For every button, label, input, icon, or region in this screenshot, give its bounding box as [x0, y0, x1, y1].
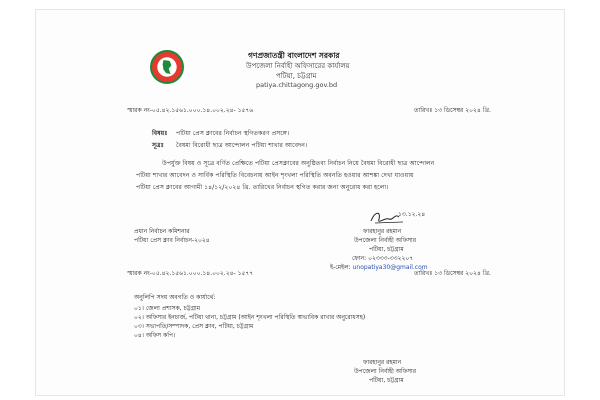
government-seal-icon [150, 50, 184, 84]
memo-ref-2: স্মারক নং-০৫.৪২.১৫৬১.০০০.১৪.০০২.২৪- ১৫৭৭ [127, 270, 254, 277]
signatory-designation: উপজেলা নির্বাহী অফিসার [354, 237, 417, 244]
memo-ref-1: স্মারক নং-০৫.৪২.১৫৬১.০০০.১৪.০০২.২৪- ১৫৭৬ [127, 107, 254, 114]
office-title: উপজেলা নির্বাহী অফিসারের কার্যালয় [246, 62, 350, 70]
body-line-3: পটিয়া প্রেস ক্লাবের আগামী ১৪/১২/২০২৪ খ্রি. তারিখের নির্বাচন স্থগিত করার জন্য অনুরোধ করা হলো। [136, 184, 389, 191]
reference-text: বৈষম্য বিরোধী ছাত্র আন্দোলন পটিয়া শাখার আবেদন। [176, 142, 308, 149]
subject-text: পটিয়া প্রেস ক্লাবের নির্বাচন স্থগিতকরণ প্রসঙ্গে। [176, 130, 290, 137]
copy-item-4: ০৪। অফিস কপি। [134, 332, 176, 339]
website-link[interactable]: patiya.chittagong.gov.bd [256, 81, 338, 89]
memo-date-2: তারিখঃ ১৩ ডিসেম্বর ২০২৪ খ্রি. [414, 270, 491, 277]
signatory2-designation: উপজেলা নির্বাহী অফিসার [354, 368, 417, 375]
recipient-line-2: পটিয়া প্রেস ক্লাব নির্বাচন-২০২৪ [134, 237, 210, 244]
gov-title: গণপ্রজাতন্ত্রী বাংলাদেশ সরকার [248, 51, 340, 60]
signature-date: ১৩.১২.২৪ [398, 211, 426, 218]
office-place: পটিয়া, চট্টগ্রাম [276, 72, 317, 80]
signatory-name: ফারহানুর রহমান [363, 228, 402, 235]
body-line-1: উপর্যুক্ত বিষয় ও সূত্রে বর্ণিত প্রেক্ষিতে পটিয়া প্রেসক্লাবের অনুষ্ঠিতব্য নির্বাচন নিয়ে বৈষম্য বিরোধী ছাত্র আন্দোলন [162, 160, 435, 167]
email-label: ই-মেইল: [330, 264, 351, 271]
copy-item-3: ০৩। সভাপতি/সম্পাদক, প্রেস ক্লাব, পটিয়া, চট্টগ্রাম [134, 323, 254, 330]
body-line-2: পটিয়া শাখার আবেদন ও সার্বিক পরিস্থিতি বিবেচনায় আইন শৃংখলা পরিস্থিতি অবনতি হওয়ার আশঙ্কা দেখা যাওয়ায় [136, 172, 414, 179]
signatory2-name: ফারহানুর রহমান [363, 359, 402, 366]
copy-title: অনুলিপি সদয় অবগতি ও কার্যার্থে: [134, 294, 216, 301]
signatory-phone: ফোন: ০২৩৩৩-৩৩২২০৭ [352, 255, 414, 262]
subject-label: বিষয়ঃ [152, 130, 168, 137]
reference-label: সূত্রঃ [152, 142, 164, 149]
recipient-line-1: প্রধান নির্বাচন কমিশনার [134, 228, 190, 235]
email-link[interactable]: unopatiya30@gmail.com [352, 264, 428, 271]
signatory-email-row [330, 265, 428, 272]
copy-item-1: ০১। জেলা প্রশাসক, চট্টগ্রাম [134, 305, 201, 312]
memo-date-1: তারিখঃ ১৩ ডিসেম্বর ২০২৪ খ্রি. [414, 107, 491, 114]
signatory2-place: পটিয়া, চট্টগ্রাম [369, 377, 404, 384]
signatory-place: পটিয়া, চট্টগ্রাম [369, 246, 404, 253]
copy-item-2: ০২। অফিসার ইনচার্জ, পটিয়া থানা, চট্টগ্রাম (আইন শৃংখলা পরিস্থিতি স্বাভাবিক রাখার অনুরোধসহ) [134, 314, 366, 321]
